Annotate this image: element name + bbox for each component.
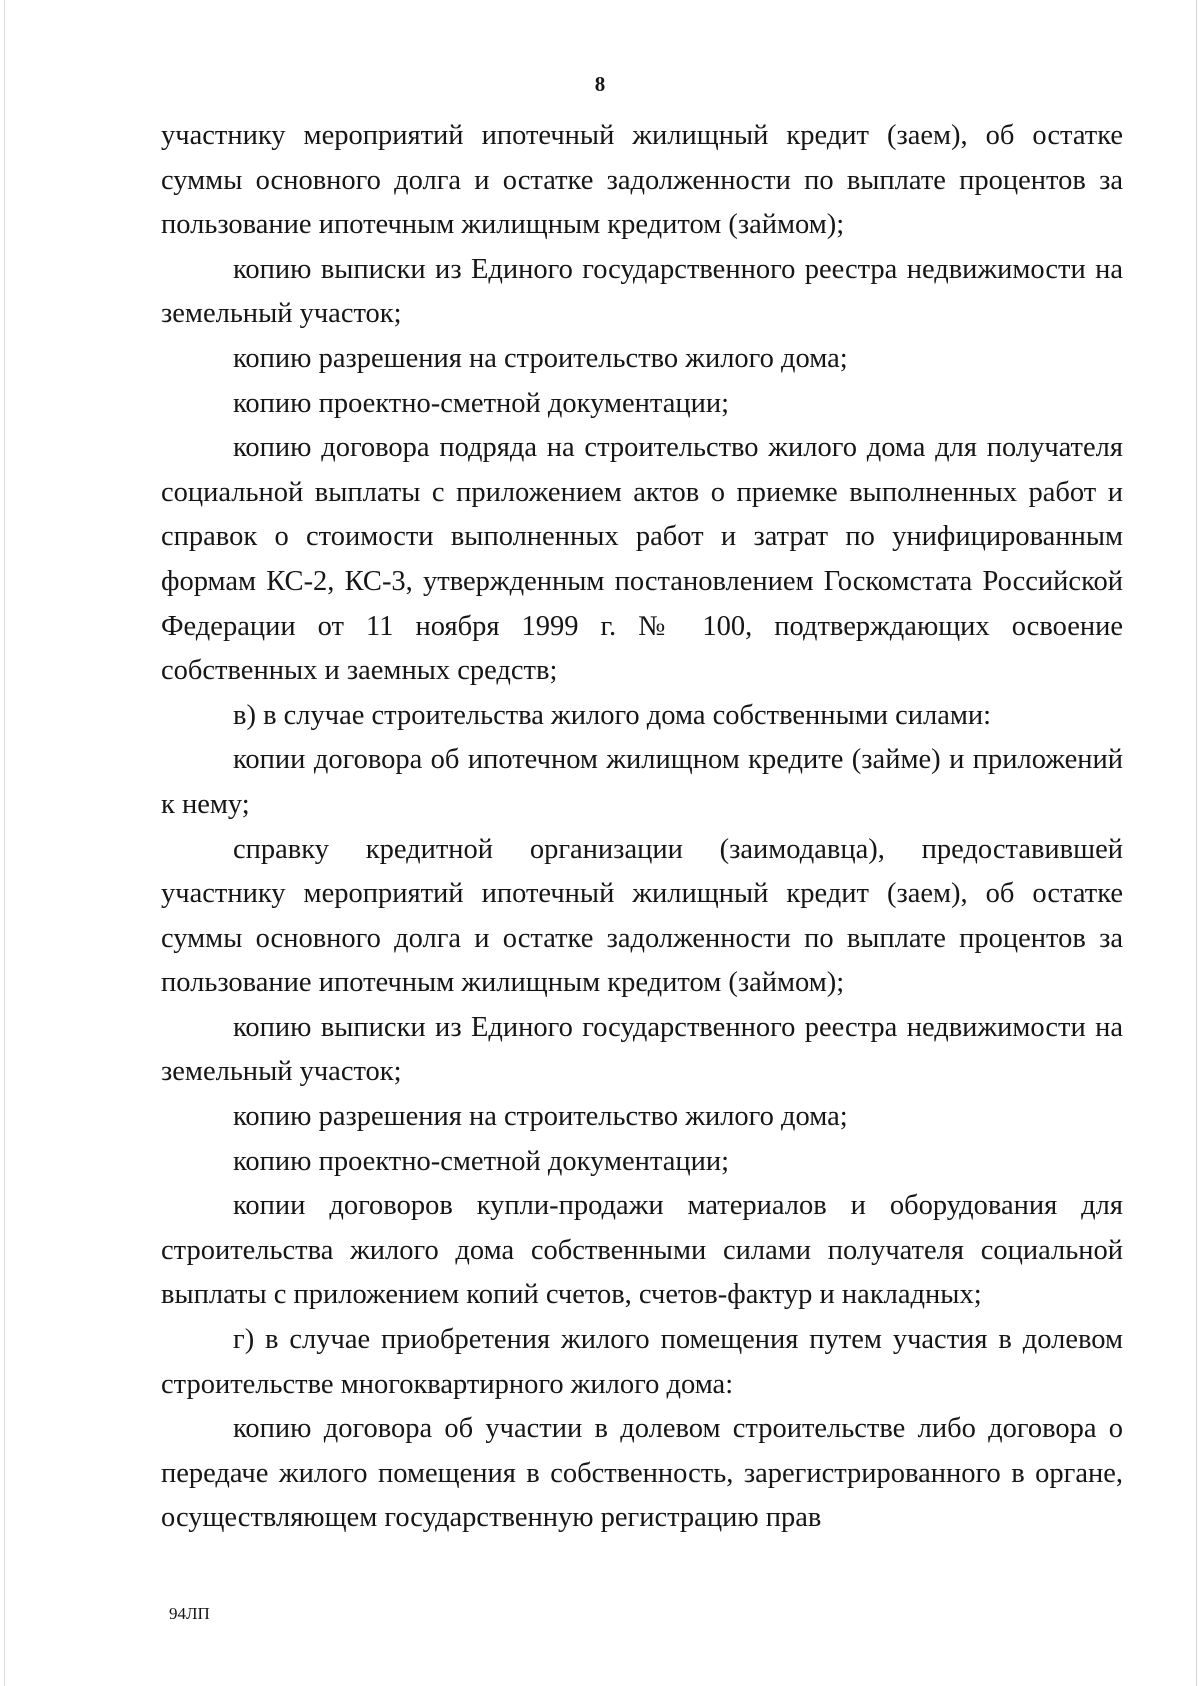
- paragraph: копию договора об участии в долевом строительстве либо договора о передаче жилого помещения в собственность, зарегистрированного в органе, осуществляющем государственную регистрацию прав: [161, 1413, 1123, 1534]
- paragraph: копии договоров купли-продажи материалов и оборудования для строительства жилого дома собственными силами получателя социальной выплаты с приложением копий счетов, счетов-фактур и накладных;: [161, 1190, 1123, 1311]
- paragraph: копию проектно-сметной документации;: [233, 1145, 730, 1177]
- paragraph-subitem-g: г) в случае приобретения жилого помещения путем участия в долевом строительстве многоквартирного жилого дома:: [161, 1324, 1123, 1400]
- paragraph: копию выписки из Единого государственного реестра недвижимости на земельный участок;: [161, 1011, 1123, 1088]
- paragraph: копии договора об ипотечном жилищном кредите (займе) и приложений к нему;: [161, 744, 1123, 820]
- paragraph: копию выписки из Единого государственного реестра недвижимости на земельный участок;: [161, 253, 1123, 330]
- document-body: [161, 114, 1123, 1541]
- paragraph: справку кредитной организации (заимодавца), предоставившей участнику мероприятий ипотечный жилищный кредит (заем), об остатке суммы основного долга и остатке задолженности по выплате процентов за пользование ипотечным жилищным кредитом (займом);: [161, 833, 1123, 999]
- paragraph: копию разрешения на строительство жилого дома;: [233, 1101, 848, 1133]
- paragraph-continuation: участнику мероприятий ипотечный жилищный кредит (заем), об остатке суммы основного долга и остатке задолженности по выплате процентов за пользование ипотечным жилищным кредитом (займом);: [161, 120, 1123, 241]
- paragraph-subitem-v: в) в случае строительства жилого дома собственными силами:: [233, 699, 992, 731]
- paragraph: копию проектно-сметной документации;: [233, 387, 730, 419]
- page-number: 8: [594, 72, 606, 96]
- footer-document-code: 94ЛП: [169, 1604, 210, 1623]
- scan-edge-right: [1196, 0, 1197, 1686]
- paragraph: копию разрешения на строительство жилого дома;: [233, 342, 848, 374]
- paragraph: копию договора подряда на строительство жилого дома для получателя социальной выплаты с приложением актов о приемке выполненных работ и справок о стоимости выполненных работ и затрат по унифицированным формам КС-2, КС-3, утвержденным постановлением Госкомстата Российской Федерации от 11 ноября 1999 г. № 100, подтверждающих освоение собственных и заемных средств;: [161, 432, 1123, 687]
- scan-edge-left: [4, 0, 5, 1686]
